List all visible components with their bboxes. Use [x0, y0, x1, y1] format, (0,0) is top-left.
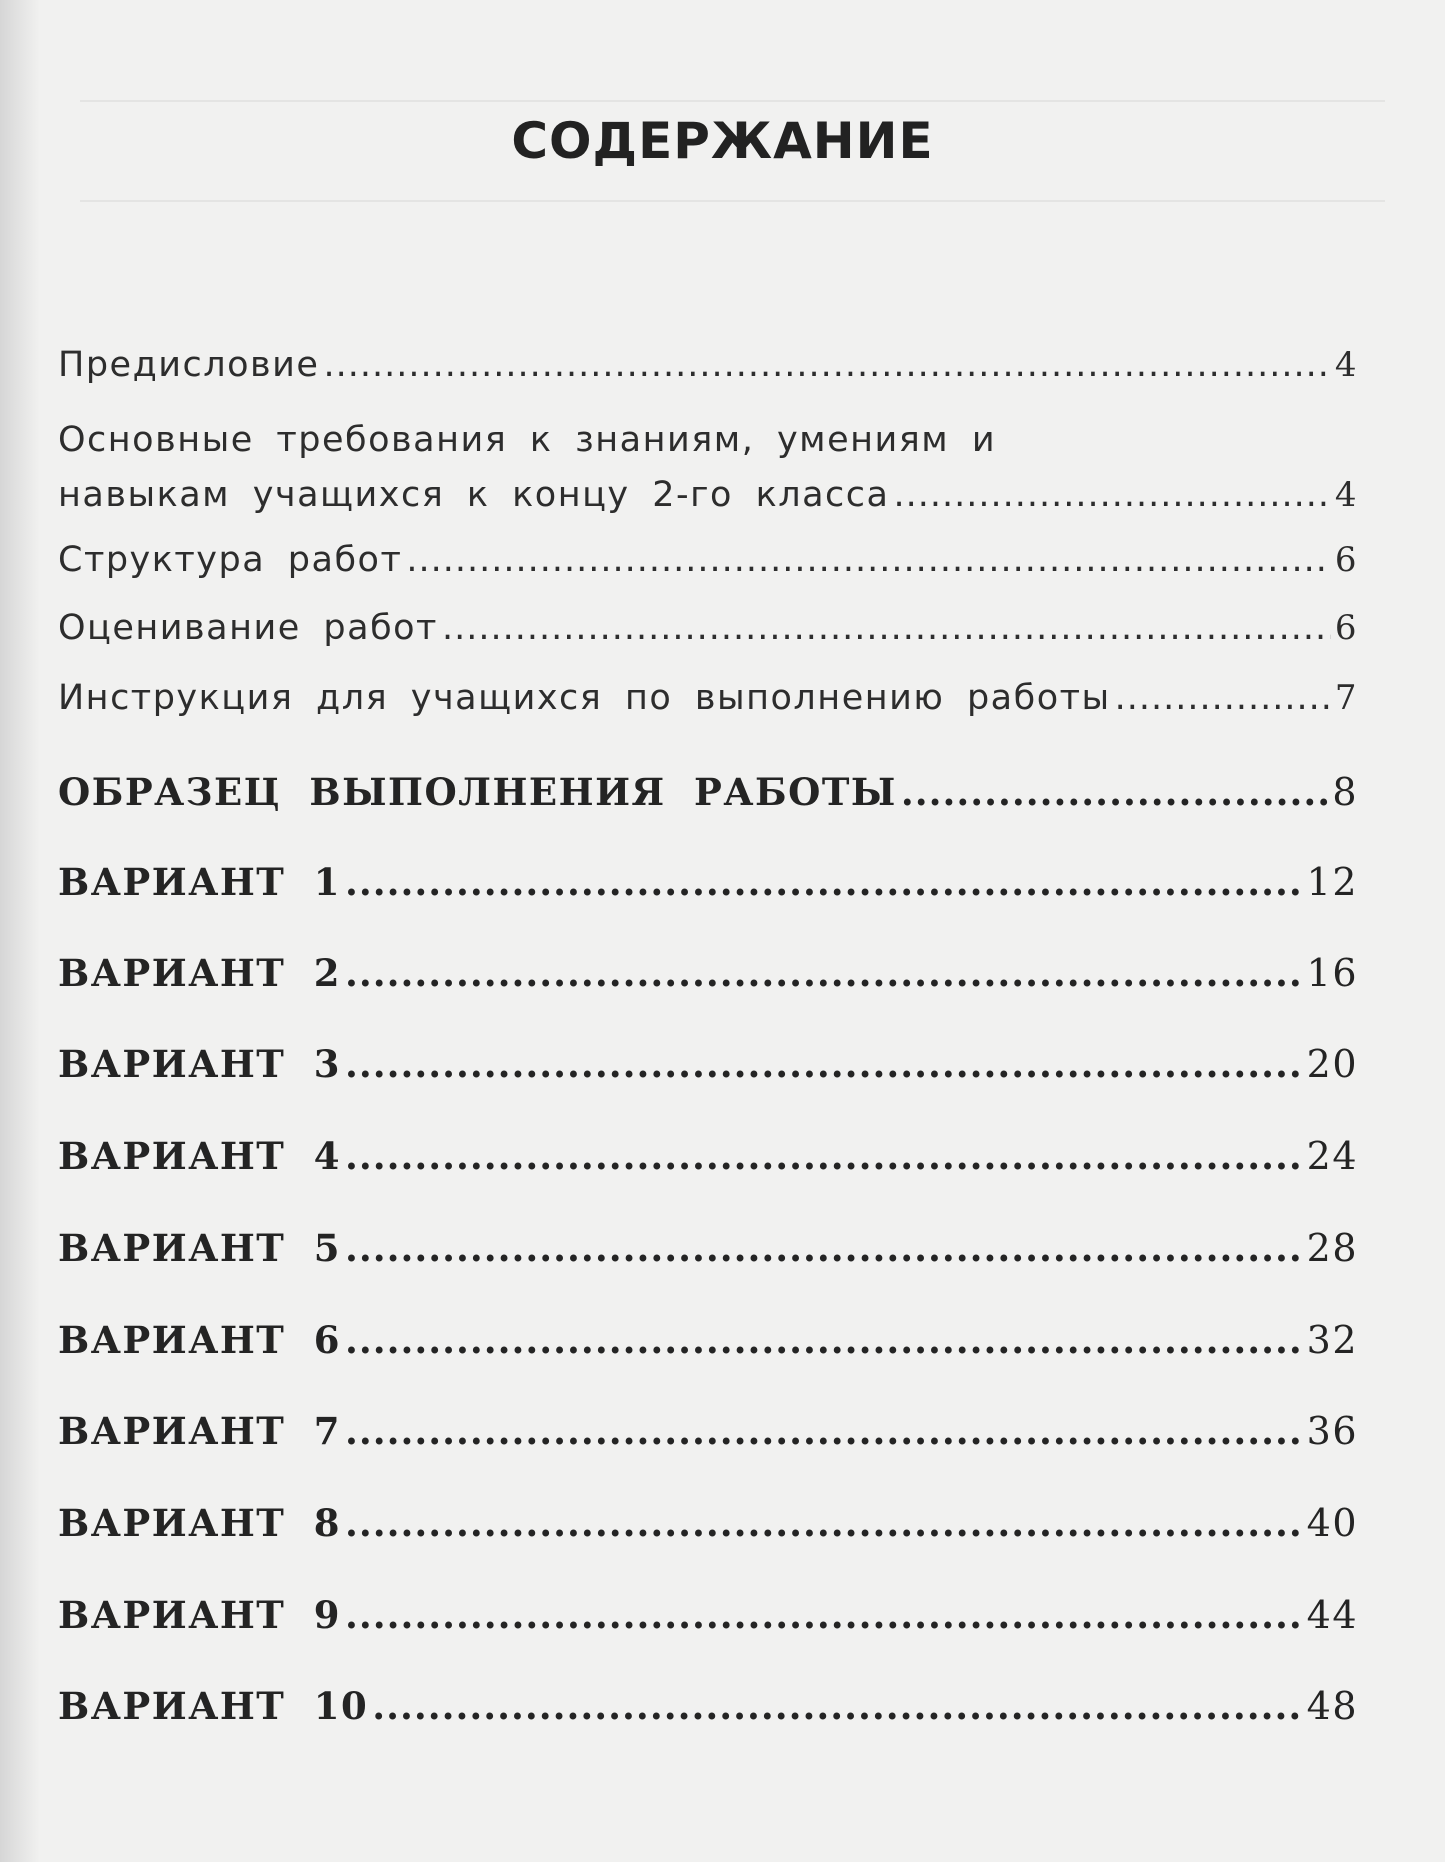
toc-leader-dots	[372, 1684, 1302, 1728]
toc-entry-variant-3[interactable]	[58, 1042, 1358, 1086]
toc-entry-label: Инструкция для учащихся по выполнению работы	[58, 678, 1111, 718]
toc-entry-label: ВАРИАНТ 4	[58, 1134, 341, 1178]
toc-entry-label: Оценивание работ	[58, 608, 438, 648]
toc-leader-dots	[345, 1134, 1303, 1178]
toc-entry-variant-7[interactable]	[58, 1409, 1358, 1453]
toc-leader-dots	[901, 770, 1328, 814]
bleed-through-line	[80, 200, 1385, 202]
toc-entry-page: 16	[1306, 951, 1358, 995]
toc-leader-dots	[1115, 678, 1331, 718]
toc-entry-label: ОБРАЗЕЦ ВЫПОЛНЕНИЯ РАБОТЫ	[58, 770, 897, 814]
toc-entry-variant-2[interactable]	[58, 951, 1358, 995]
toc-entry-variant-6[interactable]	[58, 1318, 1358, 1362]
toc-entry-page: 7	[1334, 678, 1358, 718]
page-title: СОДЕРЖАНИЕ	[511, 111, 934, 170]
toc-leader-dots	[345, 1593, 1303, 1637]
toc-entry-label: ВАРИАНТ 5	[58, 1226, 341, 1270]
toc-leader-dots	[345, 951, 1303, 995]
toc-entry-instructions[interactable]	[58, 678, 1358, 718]
toc-entry-label: Структура работ	[58, 540, 403, 580]
toc-entry-variant-4[interactable]	[58, 1134, 1358, 1178]
toc-leader-dots	[345, 860, 1303, 904]
toc-entry-variant-8[interactable]	[58, 1501, 1358, 1545]
toc-entry-label: ВАРИАНТ 1	[58, 860, 341, 904]
toc-entry-structure[interactable]	[58, 540, 1358, 580]
toc-entry-label: ВАРИАНТ 7	[58, 1409, 341, 1453]
toc-entry-page: 4	[1334, 475, 1358, 515]
toc-entry-label: ВАРИАНТ 8	[58, 1501, 341, 1545]
toc-entry-page: 40	[1306, 1501, 1358, 1545]
toc-entry-preface[interactable]	[58, 345, 1358, 385]
toc-entry-page: 36	[1306, 1409, 1358, 1453]
toc-entry-sample[interactable]	[58, 770, 1358, 814]
toc-leader-dots	[345, 1318, 1303, 1362]
toc-leader-dots	[442, 608, 1331, 648]
toc-entry-label: ВАРИАНТ 3	[58, 1042, 341, 1086]
toc-entry-requirements[interactable]	[58, 475, 1358, 515]
toc-entry-grading[interactable]	[58, 608, 1358, 648]
toc-leader-dots	[406, 540, 1331, 580]
toc-entry-page: 28	[1306, 1226, 1358, 1270]
page-binding-shadow	[0, 0, 40, 1862]
toc-entry-page: 32	[1306, 1318, 1358, 1362]
toc-entry-page: 6	[1334, 608, 1358, 648]
toc-leader-dots	[323, 345, 1330, 385]
toc-entry-requirements-line1[interactable]: Основные требования к знаниям, умениям и	[58, 420, 997, 460]
toc-entry-page: 6	[1334, 540, 1358, 580]
toc-leader-dots	[345, 1042, 1303, 1086]
toc-entry-page: 8	[1332, 770, 1358, 814]
toc-leader-dots	[893, 475, 1330, 515]
toc-entry-label: навыкам учащихся к концу 2-го класса	[58, 475, 890, 515]
toc-leader-dots	[345, 1501, 1303, 1545]
toc-entry-label: ВАРИАНТ 6	[58, 1318, 341, 1362]
toc-leader-dots	[345, 1409, 1303, 1453]
toc-entry-label: Предисловие	[58, 345, 320, 385]
toc-entry-label: ВАРИАНТ 2	[58, 951, 341, 995]
toc-entry-variant-1[interactable]	[58, 860, 1358, 904]
toc-entry-variant-5[interactable]	[58, 1226, 1358, 1270]
toc-entry-page: 44	[1306, 1593, 1358, 1637]
toc-leader-dots	[345, 1226, 1303, 1270]
bleed-through-line	[80, 100, 1385, 102]
toc-entry-variant-9[interactable]	[58, 1593, 1358, 1637]
toc-entry-variant-10[interactable]	[58, 1684, 1358, 1728]
toc-entry-label: ВАРИАНТ 9	[58, 1593, 341, 1637]
toc-entry-page: 24	[1306, 1134, 1358, 1178]
toc-entry-page: 48	[1306, 1684, 1358, 1728]
toc-entry-page: 4	[1334, 345, 1358, 385]
toc-entry-page: 12	[1306, 860, 1358, 904]
toc-entry-page: 20	[1306, 1042, 1358, 1086]
toc-entry-label: ВАРИАНТ 10	[58, 1684, 369, 1728]
